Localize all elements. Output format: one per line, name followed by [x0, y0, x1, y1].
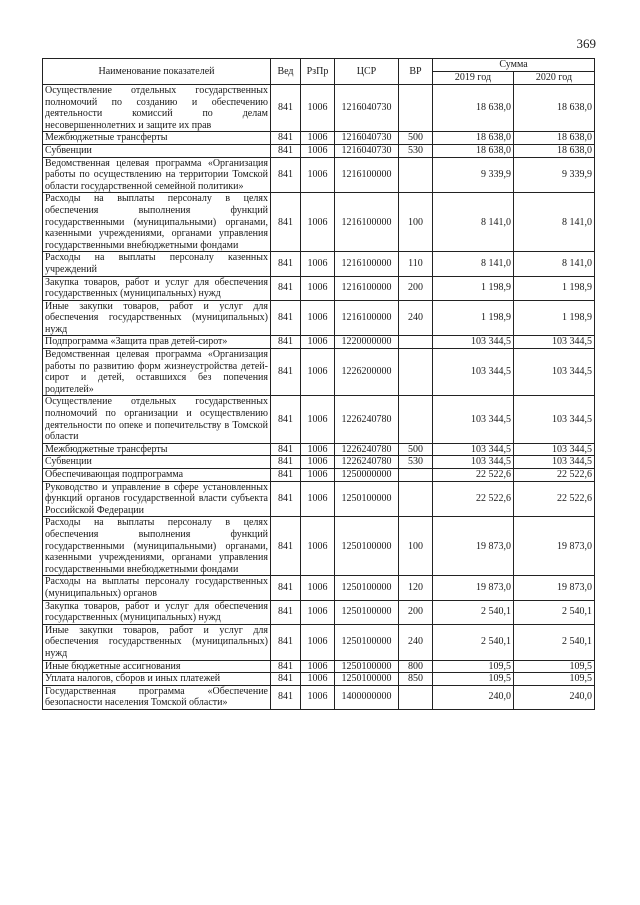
row-name: Государственная программа «Обеспечение безопасности населения Томской области» [43, 685, 271, 709]
row-vr: 240 [399, 624, 433, 660]
row-vr: 530 [399, 456, 433, 469]
row-amount-2019: 19 873,0 [433, 517, 514, 576]
row-ved: 841 [271, 600, 301, 624]
row-rzpr: 1006 [301, 132, 335, 145]
row-ved: 841 [271, 157, 301, 193]
row-csr: 1216040730 [335, 144, 399, 157]
row-rzpr: 1006 [301, 576, 335, 600]
row-vr: 100 [399, 517, 433, 576]
row-ved: 841 [271, 144, 301, 157]
row-name: Ведомственная целевая программа «Организация работы по осуществлению на территории Томской области государственной семейной политики» [43, 157, 271, 193]
row-name: Расходы на выплаты персоналу казенных учреждений [43, 252, 271, 276]
row-name: Закупка товаров, работ и услуг для обеспечения государственных (муниципальных) нужд [43, 600, 271, 624]
row-rzpr: 1006 [301, 624, 335, 660]
row-vr: 530 [399, 144, 433, 157]
row-amount-2019: 8 141,0 [433, 252, 514, 276]
row-name: Иные закупки товаров, работ и услуг для обеспечения государственных (муниципальных) нужд [43, 624, 271, 660]
row-csr: 1220000000 [335, 336, 399, 349]
row-vr: 500 [399, 132, 433, 145]
row-amount-2019: 8 141,0 [433, 193, 514, 252]
row-ved: 841 [271, 481, 301, 517]
row-rzpr: 1006 [301, 456, 335, 469]
row-rzpr: 1006 [301, 300, 335, 336]
row-csr: 1226240780 [335, 396, 399, 443]
row-csr: 1250100000 [335, 481, 399, 517]
row-rzpr: 1006 [301, 85, 335, 132]
table-row [43, 600, 595, 624]
row-amount-2019: 18 638,0 [433, 144, 514, 157]
row-amount-2019: 9 339,9 [433, 157, 514, 193]
row-csr: 1216100000 [335, 193, 399, 252]
row-rzpr: 1006 [301, 469, 335, 482]
row-amount-2020: 2 540,1 [514, 600, 595, 624]
table-row [43, 157, 595, 193]
table-row [43, 517, 595, 576]
row-csr: 1216100000 [335, 157, 399, 193]
row-amount-2019: 1 198,9 [433, 276, 514, 300]
header-rzpr: РзПр [301, 59, 335, 85]
table-row [43, 193, 595, 252]
row-amount-2019: 109,5 [433, 673, 514, 686]
row-amount-2020: 19 873,0 [514, 517, 595, 576]
table-row [43, 624, 595, 660]
row-name: Закупка товаров, работ и услуг для обеспечения государственных (муниципальных) нужд [43, 276, 271, 300]
row-amount-2019: 103 344,5 [433, 456, 514, 469]
row-name: Осуществление отдельных государственных полномочий по организации и осуществлению деятельности по опеке и попечительству в Томской области [43, 396, 271, 443]
table-row [43, 144, 595, 157]
row-name: Иные закупки товаров, работ и услуг для обеспечения государственных (муниципальных) нужд [43, 300, 271, 336]
row-amount-2020: 240,0 [514, 685, 595, 709]
table-row [43, 85, 595, 132]
row-amount-2019: 103 344,5 [433, 396, 514, 443]
row-name: Расходы на выплаты персоналу в целях обеспечения выполнения функций государственными (муниципальными) органами, казенными учреждениями, органами управления государственными внебюджетными фондами [43, 193, 271, 252]
header-year-2019: 2019 год [433, 72, 514, 85]
row-amount-2020: 19 873,0 [514, 576, 595, 600]
row-vr [399, 336, 433, 349]
row-name: Субвенции [43, 456, 271, 469]
row-csr: 1400000000 [335, 685, 399, 709]
row-csr: 1216100000 [335, 276, 399, 300]
table-header [43, 59, 595, 85]
table-row [43, 252, 595, 276]
row-ved: 841 [271, 443, 301, 456]
row-csr: 1216040730 [335, 85, 399, 132]
row-vr: 240 [399, 300, 433, 336]
row-vr [399, 157, 433, 193]
row-ved: 841 [271, 456, 301, 469]
row-amount-2019: 2 540,1 [433, 624, 514, 660]
row-name: Межбюджетные трансферты [43, 443, 271, 456]
table-row [43, 481, 595, 517]
table-row [43, 576, 595, 600]
row-name: Расходы на выплаты персоналу в целях обеспечения выполнения функций государственными (муниципальными) органами, казенными учреждениями, органами управления государственными внебюджетными фондами [43, 517, 271, 576]
row-amount-2019: 22 522,6 [433, 469, 514, 482]
row-amount-2019: 22 522,6 [433, 481, 514, 517]
row-rzpr: 1006 [301, 481, 335, 517]
row-ved: 841 [271, 252, 301, 276]
row-vr: 110 [399, 252, 433, 276]
row-vr: 120 [399, 576, 433, 600]
row-vr: 200 [399, 276, 433, 300]
row-rzpr: 1006 [301, 396, 335, 443]
row-name: Субвенции [43, 144, 271, 157]
row-name: Иные бюджетные ассигнования [43, 660, 271, 673]
row-ved: 841 [271, 300, 301, 336]
row-amount-2020: 103 344,5 [514, 396, 595, 443]
row-ved: 841 [271, 336, 301, 349]
row-rzpr: 1006 [301, 517, 335, 576]
header-year-2020: 2020 год [514, 72, 595, 85]
row-amount-2019: 103 344,5 [433, 336, 514, 349]
header-csr: ЦСР [335, 59, 399, 85]
row-vr: 100 [399, 193, 433, 252]
row-csr: 1250100000 [335, 660, 399, 673]
row-amount-2020: 103 344,5 [514, 349, 595, 396]
row-rzpr: 1006 [301, 252, 335, 276]
header-sum: Сумма [433, 59, 595, 72]
row-vr: 200 [399, 600, 433, 624]
row-amount-2020: 22 522,6 [514, 481, 595, 517]
row-amount-2019: 1 198,9 [433, 300, 514, 336]
row-ved: 841 [271, 673, 301, 686]
row-amount-2019: 18 638,0 [433, 132, 514, 145]
table-row [43, 336, 595, 349]
row-ved: 841 [271, 193, 301, 252]
row-ved: 841 [271, 276, 301, 300]
row-rzpr: 1006 [301, 157, 335, 193]
row-rzpr: 1006 [301, 600, 335, 624]
row-csr: 1226240780 [335, 443, 399, 456]
row-ved: 841 [271, 396, 301, 443]
row-ved: 841 [271, 685, 301, 709]
row-ved: 841 [271, 349, 301, 396]
budget-table [42, 58, 595, 710]
table-body [43, 85, 595, 710]
row-amount-2020: 18 638,0 [514, 144, 595, 157]
row-csr: 1250100000 [335, 576, 399, 600]
row-name: Руководство и управление в сфере установленных функций органов государственной власти субъекта Российской Федерации [43, 481, 271, 517]
row-ved: 841 [271, 517, 301, 576]
row-amount-2020: 103 344,5 [514, 336, 595, 349]
row-rzpr: 1006 [301, 349, 335, 396]
row-csr: 1250100000 [335, 673, 399, 686]
table-row [43, 443, 595, 456]
row-amount-2020: 103 344,5 [514, 443, 595, 456]
row-amount-2019: 109,5 [433, 660, 514, 673]
table-row [43, 469, 595, 482]
header-ved: Вед [271, 59, 301, 85]
row-amount-2020: 8 141,0 [514, 193, 595, 252]
row-ved: 841 [271, 132, 301, 145]
row-rzpr: 1006 [301, 193, 335, 252]
table-row [43, 349, 595, 396]
row-rzpr: 1006 [301, 660, 335, 673]
row-amount-2020: 22 522,6 [514, 469, 595, 482]
row-rzpr: 1006 [301, 276, 335, 300]
row-rzpr: 1006 [301, 673, 335, 686]
row-vr [399, 349, 433, 396]
row-amount-2020: 9 339,9 [514, 157, 595, 193]
row-amount-2020: 8 141,0 [514, 252, 595, 276]
row-name: Обеспечивающая подпрограмма [43, 469, 271, 482]
row-vr [399, 469, 433, 482]
row-csr: 1216040730 [335, 132, 399, 145]
row-name: Расходы на выплаты персоналу государственных (муниципальных) органов [43, 576, 271, 600]
row-csr: 1226240780 [335, 456, 399, 469]
row-csr: 1250100000 [335, 624, 399, 660]
row-amount-2019: 240,0 [433, 685, 514, 709]
table-row [43, 276, 595, 300]
row-vr [399, 685, 433, 709]
row-amount-2020: 18 638,0 [514, 85, 595, 132]
row-amount-2019: 19 873,0 [433, 576, 514, 600]
row-amount-2019: 103 344,5 [433, 443, 514, 456]
row-ved: 841 [271, 85, 301, 132]
table-row [43, 396, 595, 443]
table-row [43, 685, 595, 709]
row-rzpr: 1006 [301, 443, 335, 456]
table-row [43, 300, 595, 336]
row-name: Подпрограмма «Защита прав детей-сирот» [43, 336, 271, 349]
table-row [43, 132, 595, 145]
header-name: Наименование показателей [43, 59, 271, 85]
row-csr: 1250100000 [335, 600, 399, 624]
row-vr [399, 481, 433, 517]
row-name: Ведомственная целевая программа «Организация работы по развитию форм жизнеустройства детей-сирот и детей, оставшихся без попечения родителей» [43, 349, 271, 396]
row-amount-2020: 1 198,9 [514, 276, 595, 300]
row-ved: 841 [271, 624, 301, 660]
row-rzpr: 1006 [301, 336, 335, 349]
row-amount-2020: 18 638,0 [514, 132, 595, 145]
header-vr: ВР [399, 59, 433, 85]
row-vr: 850 [399, 673, 433, 686]
row-vr [399, 85, 433, 132]
row-name: Осуществление отдельных государственных полномочий по созданию и обеспечению деятельности комиссий по делам несовершеннолетних и защите их прав [43, 85, 271, 132]
row-ved: 841 [271, 469, 301, 482]
row-vr: 800 [399, 660, 433, 673]
row-amount-2019: 18 638,0 [433, 85, 514, 132]
row-amount-2020: 109,5 [514, 660, 595, 673]
row-ved: 841 [271, 576, 301, 600]
table-row [43, 660, 595, 673]
row-vr [399, 396, 433, 443]
row-csr: 1250000000 [335, 469, 399, 482]
row-rzpr: 1006 [301, 144, 335, 157]
table-row [43, 673, 595, 686]
row-amount-2019: 103 344,5 [433, 349, 514, 396]
row-vr: 500 [399, 443, 433, 456]
page-number: 369 [576, 36, 596, 51]
row-csr: 1226200000 [335, 349, 399, 396]
row-amount-2020: 109,5 [514, 673, 595, 686]
row-amount-2020: 2 540,1 [514, 624, 595, 660]
row-name: Уплата налогов, сборов и иных платежей [43, 673, 271, 686]
row-name: Межбюджетные трансферты [43, 132, 271, 145]
row-amount-2020: 1 198,9 [514, 300, 595, 336]
row-amount-2020: 103 344,5 [514, 456, 595, 469]
row-rzpr: 1006 [301, 685, 335, 709]
row-csr: 1216100000 [335, 252, 399, 276]
row-csr: 1216100000 [335, 300, 399, 336]
table-row [43, 456, 595, 469]
row-csr: 1250100000 [335, 517, 399, 576]
row-ved: 841 [271, 660, 301, 673]
row-amount-2019: 2 540,1 [433, 600, 514, 624]
